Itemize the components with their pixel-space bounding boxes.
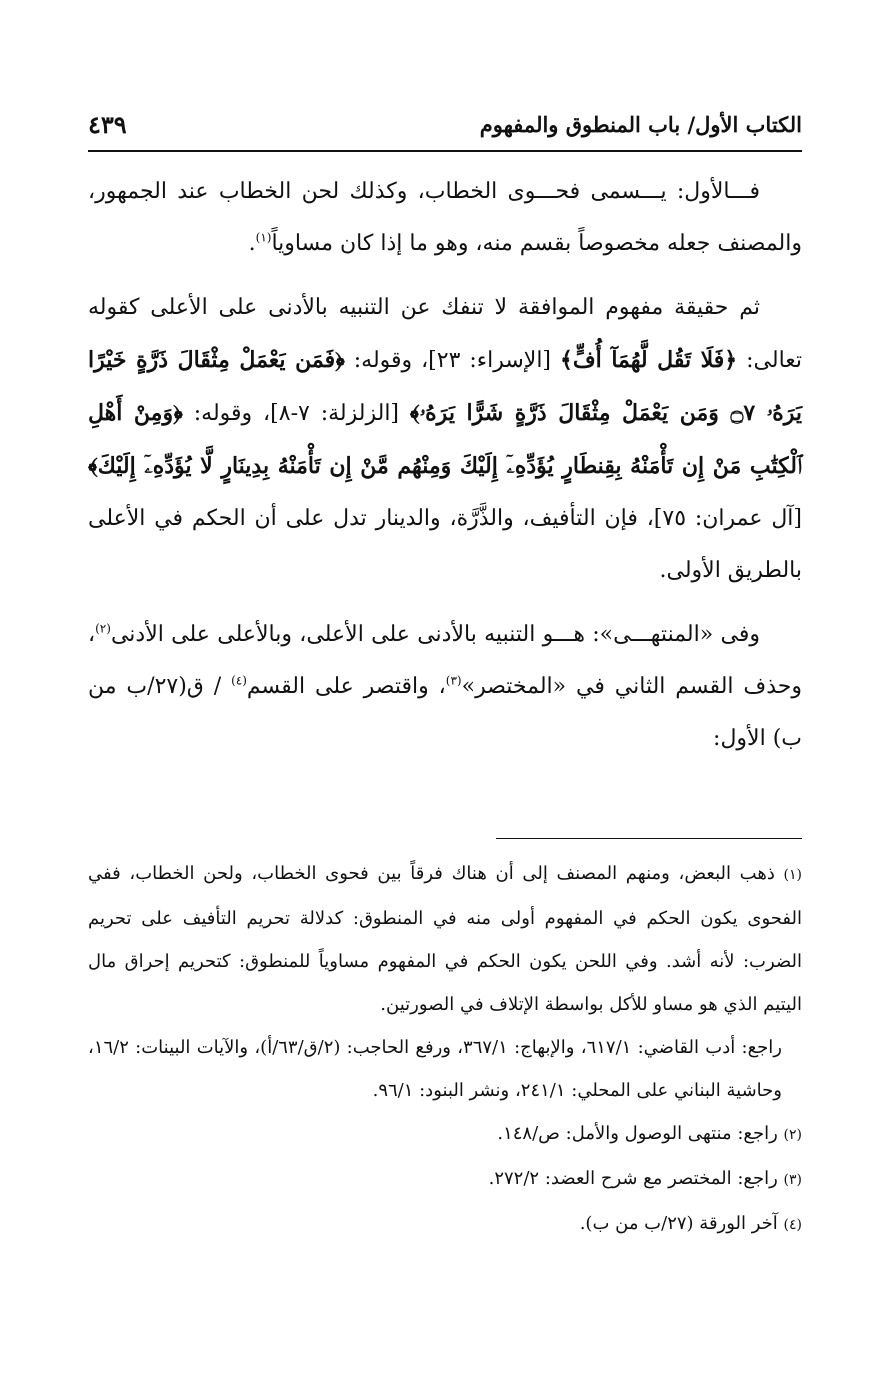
footnote-ref-3: (٣) [445, 673, 462, 688]
footnote-2: (٢) راجع: منتهى الوصول والأمل: ص/١٤٨. [497, 1123, 802, 1144]
footnotes [88, 852, 802, 1247]
page-number: ٤٣٩ [88, 109, 127, 139]
footnote-3: (٣) راجع: المختصر مع شرح العضد: ٢٧٢/٢. [488, 1168, 802, 1189]
running-title: الكتاب الأول/ باب المنطوق والمفهوم [479, 111, 802, 137]
paragraph-1: فـــالأول: يـــسمى فحـــوى الخطاب، وكذلك لحن الخطاب عند الجمهور، والمصنف جعله مخصوصاً بقسم منه، وهو ما إذا كان مساوياً$^{(١)}$. [88, 179, 802, 256]
paragraph-2: ثم حقيقة مفهوم الموافقة لا تنفك عن التنبيه بالأدنى على الأعلى كقوله تعالى: ﴿فَلَا تَقُل لَّهُمَآ أُفٍّ﴾ [الإسراء: ٢٣]، وقوله: ﴿فَمَن يَعْمَلْ مِثْقَالَ ذَرَّةٍ خَيْرًا يَرَهُۥ ۝٧ وَمَن يَعْمَلْ مِثْقَالَ ذَرَّةٍ شَرًّا يَرَهُۥ﴾ [الزلزلة: ٧-٨]، وقوله: ﴿وَمِنْ أَهْلِ ٱلْكِتَٰبِ مَنْ إِن تَأْمَنْهُ بِقِنطَارٍ يُؤَدِّهِۦٓ إِلَيْكَ وَمِنْهُم مَّنْ إِن تَأْمَنْهُ بِدِينَارٍ لَّا يُؤَدِّهِۦٓ إِلَيْكَ﴾ [آل عمران: ٧٥]، فإن التأفيف، والذَّرَّة، والدينار تدل على أن الحكم في الأعلى بالطريق الأولى. [88, 295, 803, 583]
footnote-ref-1: (١) [255, 230, 272, 245]
footnote-separator [496, 838, 802, 839]
paragraph-3: وفى «المنتهـــى»: هـــو التنبيه بالأدنى على الأعلى، وبالأعلى على الأدنى$^{(٢)}$، وحذف القسم الثاني في «المختصر»$^{(٣)}$، واقتصر على القسم$^{(٤)}$ / ق(٢٧/ب من ب) الأول: [88, 621, 802, 751]
main-text [88, 166, 802, 777]
quran-verse-3: ﴿وَمِنْ أَهْلِ ٱلْكِتَٰبِ مَنْ إِن تَأْمَنْهُ بِقِنطَارٍ يُؤَدِّهِۦٓ إِلَيْكَ وَمِنْهُم مَّنْ إِن تَأْمَنْهُ بِدِينَارٍ لَّا يُؤَدِّهِۦٓ إِلَيْكَ﴾ [88, 400, 802, 479]
header-rule [88, 150, 802, 152]
footnote-1: (١) ذهب البعض، ومنهم المصنف إلى أن هناك فرقاً بين فحوى الخطاب، ولحن الخطاب، ففي الفحوى يكون الحكم في المفهوم أولى منه في المنطوق: كدلالة تحريم التأفيف على تحريم الضرب: لأنه أشد. وفي اللحن يكون الحكم في المفهوم مساوياً للمنطوق: كتحريم إحراق مال اليتيم الذي هو مساو للأكل بواسطة الإتلاف في الصورتين. [88, 863, 802, 1015]
footnote-ref-4: (٤) [231, 673, 247, 688]
footnote-ref-2: (٢) [95, 621, 111, 636]
page-header [88, 104, 802, 144]
quran-verse-2: ﴿فَمَن يَعْمَلْ مِثْقَالَ ذَرَّةٍ خَيْرًا يَرَهُۥ ۝٧ وَمَن يَعْمَلْ مِثْقَالَ ذَرَّةٍ شَرًّا يَرَهُۥ﴾ [88, 347, 803, 426]
footnote-1-references: راجع: أدب القاضي: ٦١٧/١، والإبهاج: ٣٦٧/١، ورفع الحاجب: (٢/ق/٦٣/أ)، والآيات البينات: ١٦/٢، وحاشية البناني على المحلي: ٢٤١/١، ونشر البنود: ٩٦/١. [88, 1037, 782, 1101]
footnote-4: (٤) آخر الورقة (٢٧/ب من ب). [579, 1213, 802, 1234]
quran-verse-1: ﴿فَلَا تَقُل لَّهُمَآ أُفٍّ﴾ [559, 347, 738, 373]
